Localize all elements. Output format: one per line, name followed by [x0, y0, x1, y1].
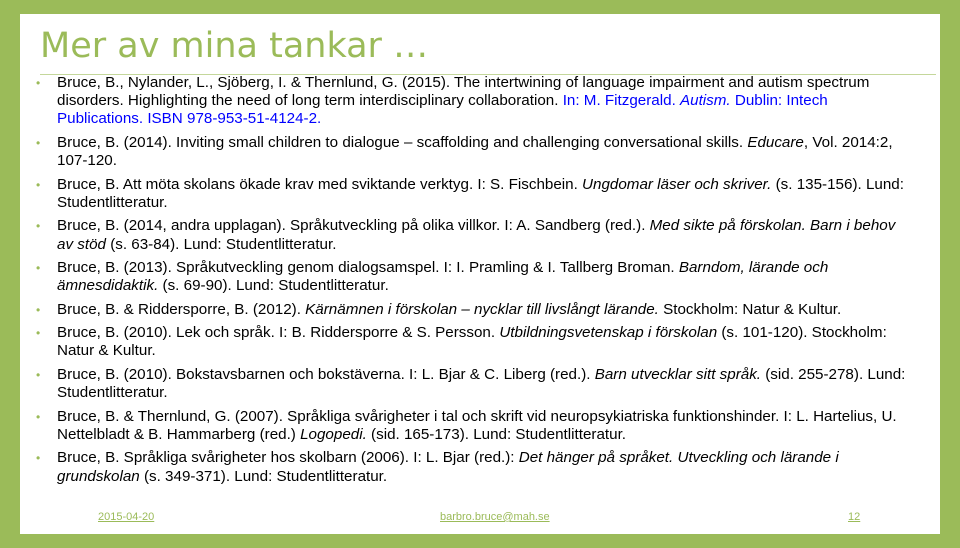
bullet-dot-icon: •	[36, 451, 41, 466]
reference-text: (s. 135-156). Lund: Studentlitteratur.	[57, 175, 904, 211]
slide-title: Mer av mina tankar …	[40, 26, 429, 66]
bullet-dot-icon: •	[36, 219, 41, 234]
reference-text: Bruce, B. Språkliga svårigheter hos skolbarn (2006). I: L. Bjar (red.):	[57, 449, 519, 467]
reference-item	[34, 324, 914, 360]
bullet-dot-icon: •	[36, 409, 41, 424]
reference-title-italic: Educare	[747, 133, 804, 151]
footer-page-number: 12	[848, 511, 861, 523]
reference-item	[34, 408, 914, 444]
reference-text: Bruce, B. (2014).	[57, 133, 177, 151]
reference-item	[34, 449, 914, 485]
reference-title-italic: Barn utvecklar sitt språk.	[594, 365, 762, 383]
reference-text: Bruce, B., Nylander, L., Sjöberg, I. & Thernlund, G. (2015). The intertwining of language impairment and autism spectrum disorders. Highlighting the need of long term interdisciplinary collaboration.	[57, 74, 870, 110]
reference-text: (s. 69-90). Lund: Studentlitteratur.	[158, 277, 389, 295]
reference-text: Bruce, B. (2010). Bokstavsbarnen och bokstäverna. I: L. Bjar & C. Liberg (red.).	[57, 365, 595, 383]
reference-text: Bruce, B. (2014, andra upplagan). Språkutveckling på olika villkor. I: A. Sandberg (red.).	[57, 217, 650, 235]
reference-text: Dublin: Intech Publications. ISBN 978-953-51-4124-2.	[57, 92, 828, 128]
reference-text: In: M. Fitzgerald.	[562, 92, 681, 110]
reference-title-italic: Utbildningsvetenskap i förskolan	[499, 324, 718, 342]
bullet-dot-icon: •	[36, 367, 41, 382]
reference-text: Bruce, B. & Riddersporre, B. (2012).	[57, 300, 306, 318]
reference-item	[34, 366, 914, 402]
reference-text: (s. 63-84). Lund: Studentlitteratur.	[105, 235, 337, 253]
reference-title-italic: Autism.	[680, 92, 731, 110]
reference-title-italic: Med sikte på förskolan. Barn i behov av stöd	[57, 217, 896, 253]
bullet-dot-icon: •	[36, 135, 41, 150]
bullet-dot-icon: •	[36, 177, 41, 192]
reference-text: Inviting small children to dialogue – scaffolding and challenging conversational skills.	[176, 133, 748, 151]
reference-title-italic: Kärnämnen i förskolan – nycklar till livslångt lärande.	[305, 300, 659, 318]
reference-text: (sid. 255-278). Lund: Studentlitteratur.	[57, 365, 906, 402]
reference-list	[34, 74, 914, 491]
reference-text: (sid. 165-173). Lund: Studentlitteratur.	[366, 425, 627, 443]
reference-item	[34, 74, 914, 129]
reference-item	[34, 259, 914, 295]
bullet-dot-icon: •	[36, 76, 41, 90]
footer-date: 2015-04-20	[98, 511, 155, 523]
reference-text: Stockholm: Natur & Kultur.	[658, 300, 842, 318]
reference-item	[34, 134, 914, 170]
footer-email-link[interactable]: barbro.bruce@mah.se	[440, 511, 550, 523]
reference-text: (s. 349-371). Lund: Studentlitteratur.	[139, 467, 388, 485]
reference-text: Bruce, B. Att möta skolans ökade krav med sviktande verktyg. I: S. Fischbein.	[57, 175, 583, 193]
reference-title-italic: Logopedi.	[300, 425, 367, 443]
bullet-dot-icon: •	[36, 326, 41, 341]
reference-text: , Vol. 2014:2, 107-120.	[57, 133, 893, 170]
reference-item	[34, 217, 914, 253]
reference-text: Bruce, B. (2013). Språkutveckling genom dialogsamspel. I: I. Pramling & I. Tallberg Broman.	[57, 259, 679, 277]
reference-item	[34, 301, 914, 319]
reference-text: (s. 101-120). Stockholm: Natur & Kultur.	[57, 324, 887, 360]
reference-title-italic: Barndom, lärande och ämnesdidaktik.	[57, 259, 829, 295]
reference-text: Bruce, B. & Thernlund, G. (2007). Språkliga svårigheter i tal och skrift vid neuropsykiatriska funktionshinder. I: L. Hartelius, U. Nettelbladt & B. Hammarberg (red.)	[57, 407, 897, 443]
reference-title-italic: Det hänger på språket. Utveckling och lärande i grundskolan	[57, 449, 839, 485]
bullet-dot-icon: •	[36, 302, 41, 317]
reference-item	[34, 176, 914, 212]
bullet-dot-icon: •	[36, 261, 41, 276]
reference-title-italic: Ungdomar läser och skriver.	[582, 175, 772, 193]
reference-text: Bruce, B. (2010). Lek och språk. I: B. Riddersporre & S. Persson.	[57, 324, 500, 342]
slide	[20, 14, 940, 534]
